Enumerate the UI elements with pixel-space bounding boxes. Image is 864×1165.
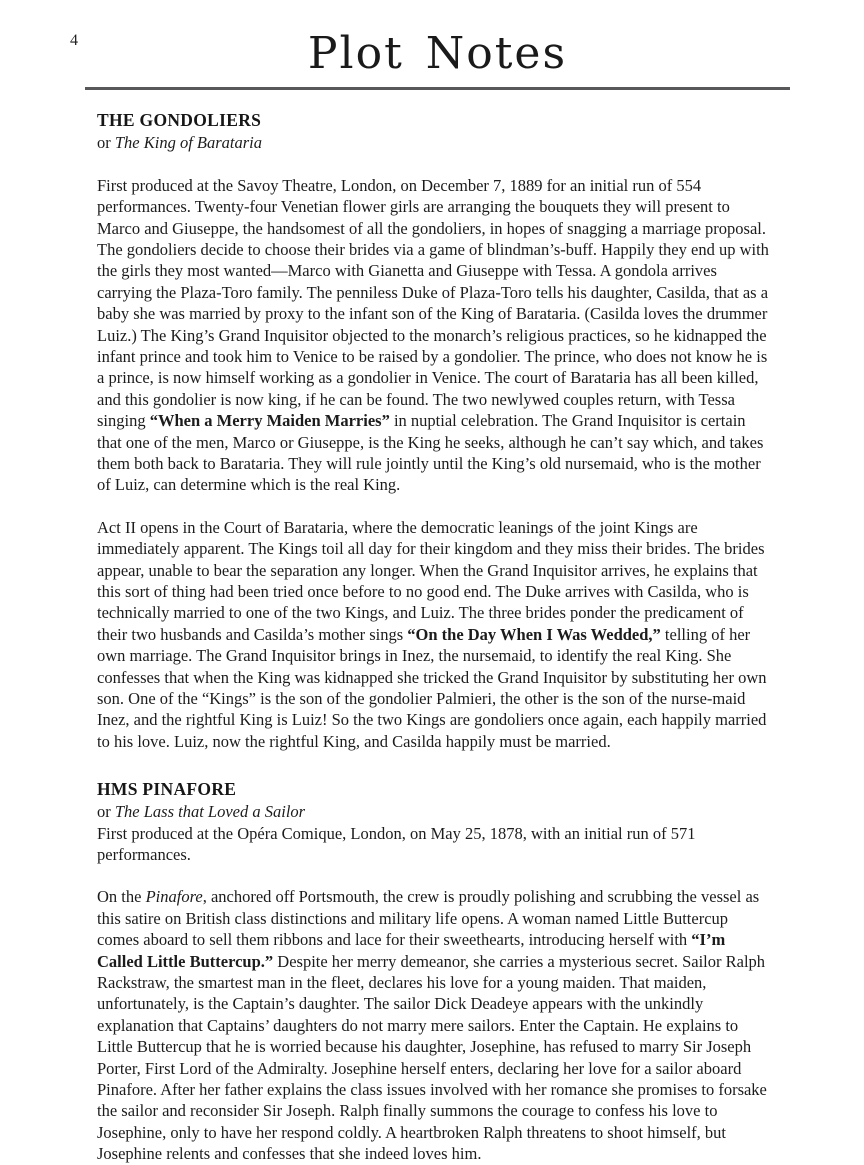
sections <box>97 110 770 1164</box>
text-run: in nuptial celebration. The Grand Inquisitor is certain that one of the men, Marco or Giuseppe, is the King he seeks, although he can’t say which, and takes them both back to Barataria. They will rule jointly until the King’s old nursemaid, who is the mother of Luiz, can determine which is the real King. <box>97 411 764 495</box>
work-title: Pinafore <box>145 887 203 907</box>
alt-title-prefix: or <box>97 133 115 153</box>
work-title: The Lass that Loved a Sailor <box>114 802 306 822</box>
section-hms-pinafore <box>97 779 770 1164</box>
page-header <box>85 0 790 78</box>
text-run: telling of her own marriage. The Grand Inquisitor brings in Inez, the nursemaid, to identify the real King. She confesses that when the King was kidnapped she tricked the Grand Inquisitor by substituting her own son. One of the “Kings” is the son of the gondolier Palmieri, the other is the son of the nurse-maid Inez, and the rightful King is Luiz! So the two Kings are gondoliers once again, each happily married to his love. Luiz, now the rightful King, and Casilda happily must be married. <box>97 624 767 751</box>
text-run: On the <box>97 887 146 907</box>
text-run: First produced at the Savoy Theatre, London, on December 7, 1889 for an initial run of 554 performances. Twenty-four Venetian flower girls are arranging the bouquets they will present to Marco and Giuseppe, the handsomest of all the gondoliers, in hopes of snagging a marriage proposal. The gondoliers decide to choose their brides via a game of blindman’s-buff. Happily they end up with the girls they most wanted—Marco with Gianetta and Giuseppe with Tessa. A gondola arrives carrying the Plaza-Toro family. The penniless Duke of Plaza-Toro tells his daughter, Casilda, that as a baby she was married by proxy to the infant son of the King of Barataria. (Casilda loves the drummer Luiz.) The King’s Grand Inquisitor objected to the monarch’s religious practices, so he kidnapped the infant prince and took him to Venice to be raised by a gondolier. The prince, who does not know he is a prince, is now himself working as a gondolier in Venice. The court of Barataria has all been killed, and this gondolier is now king, if he can be found. The two newlywed couples return, with Tessa singing <box>97 175 769 431</box>
title-divider-rule <box>85 87 790 90</box>
paragraph-1 <box>97 175 770 496</box>
section-heading: HMS PINAFORE <box>97 779 237 800</box>
text-run: Act II opens in the Court of Barataria, where the democratic leanings of the joint Kings are immediately apparent. The Kings toil all day for their kingdom and they miss their brides. The brides appear, unable to bear the separation any longer. When the Grand Inquisitor arrives, he explains that this sort of thing had been tried once before to no good end. The Duke arrives with Casilda, who is technically married to one of the two Kings, and Luiz. The three brides ponder the predicament of their two husbands and Casilda’s mother sings <box>97 517 765 644</box>
page-title: Plot Notes <box>307 28 568 79</box>
song-title: “I’m Called Little Buttercup.” <box>97 930 726 971</box>
alt-title-prefix: or <box>97 802 115 822</box>
section-intro: First produced at the Opéra Comique, London, on May 25, 1878, with an initial run of 571 performances. <box>97 823 696 864</box>
section-alt-title <box>97 132 770 153</box>
section-the-gondoliers <box>97 110 770 752</box>
section-alt-title <box>97 801 770 822</box>
paragraph-2 <box>97 517 770 752</box>
song-title: “On the Day When I Was Wedded,” <box>407 624 661 644</box>
paragraph-1 <box>97 886 770 1164</box>
text-run: Despite her merry demeanor, she carries a mysterious secret. Sailor Ralph Rackstraw, the smartest man in the fleet, declares his love for a young maiden. That maiden, unfortunately, is the Captain’s daughter. The sailor Dick Deadeye appears with the unkindly explanation that Captains’ daughters do not marry mere sailors. Enter the Captain. He explains to Little Buttercup that he is worried because his daughter, Josephine, has refused to marry Sir Joseph Porter, First Lord of the Admiralty. Josephine herself enters, declaring her love for a sailor aboard Pinafore. After her father explains the class issues involved with her romance she promises to forsake the sailor and reconsider Sir Joseph. Ralph finally summons the courage to confess his love to Josephine, only to have her respond coldly. A heartbroken Ralph threatens to shoot himself, but Josephine relents and confesses that she indeed loves him. <box>97 951 767 1164</box>
work-title: The King of Barataria <box>114 133 263 153</box>
text-run: , anchored off Portsmouth, the crew is proudly polishing and scrubbing the vessel as this satire on British class distinctions and military life opens. A woman named Little Buttercup comes aboard to sell them ribbons and lace for their sweethearts, introducing herself with <box>97 887 760 950</box>
song-title: “When a Merry Maiden Marries” <box>149 411 390 431</box>
page-number: 4 <box>70 32 78 49</box>
section-heading: THE GONDOLIERS <box>97 110 262 131</box>
